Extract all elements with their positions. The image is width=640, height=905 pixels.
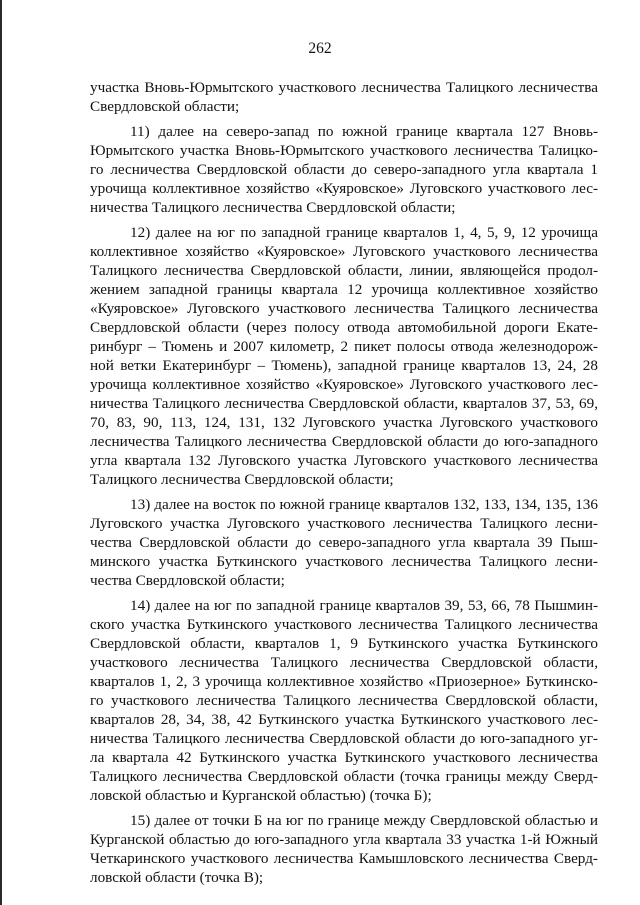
text-line: Юрмытского участка Вновь-Юрмытского участкового лесничества Талицко- <box>90 142 598 159</box>
text-line: ничества Талицкого лесничества Свердловской области до юго-западного уг- <box>90 730 598 747</box>
text-line: участка Вновь-Юрмытского участкового лесничества Талицкого лесничества <box>90 79 598 96</box>
text-line: го участкового лесничества Талицкого лесничества Свердловской области, <box>90 692 598 709</box>
text-line: 13) далее на восток по южной границе кварталов 132, 133, 134, 135, 136 <box>130 496 598 513</box>
text-line: угла квартала 132 Луговского участка Луговского участкового лесничества <box>90 452 598 469</box>
text-line: минского участка Буткинского участкового лесничества Талицкого лесни- <box>90 553 598 570</box>
text-line: ла квартала 42 Буткинского участка Буткинского участкового лесничества <box>90 749 598 766</box>
text-line: коллективное хозяйство «Куяровское» Луговского участкового лесничества <box>90 243 598 260</box>
paragraph <box>90 122 598 217</box>
text-line: урочища коллективное хозяйство «Куяровское» Луговского участкового лес- <box>90 376 598 393</box>
text-line: Курганской областью до юго-западного угла квартала 33 участка 1-й Южный <box>90 831 598 848</box>
paragraph <box>90 495 598 590</box>
text-line: чества Свердловской области до северо-западного угла квартала 39 Пыш- <box>90 534 598 551</box>
text-line: ничества Талицкого лесничества Свердловской области, кварталов 37, 53, 69, <box>90 395 598 412</box>
text-line: Талицкого лесничества Свердловской области; <box>90 471 394 488</box>
text-line: 15) далее от точки Б на юг по границе между Свердловской областью и <box>130 812 598 829</box>
text-line: участкового лесничества Талицкого лесничества Свердловской области, <box>90 654 598 671</box>
text-line: лесничества Талицкого лесничества Свердловской области до юго-западного <box>90 433 598 450</box>
text-line: «Куяровское» Луговского участкового лесничества Талицкого лесничества <box>90 300 598 317</box>
text-line: кварталов 28, 34, 38, 42 Буткинского участка Буткинского участкового лес- <box>90 711 598 728</box>
text-line: Свердловской области, кварталов 1, 9 Буткинского участка Буткинского <box>90 635 598 652</box>
page-number: 262 <box>308 40 332 57</box>
document-body <box>90 78 598 887</box>
text-line: Свердловской области; <box>90 98 240 115</box>
text-line: Луговского участка Луговского участкового лесничества Талицкого лесни- <box>90 515 598 532</box>
text-line: жением западной границы квартала 12 урочища коллективное хозяйство <box>90 281 598 298</box>
text-line: ловской области (точка В); <box>90 869 264 886</box>
text-line: ского участка Буткинского участкового лесничества Талицкого лесничества <box>90 616 598 633</box>
text-line: ничества Талицкого лесничества Свердловской области; <box>90 199 456 216</box>
text-line: 11) далее на северо-запад по южной границе квартала 127 Вновь- <box>130 123 598 140</box>
paragraph <box>90 596 598 805</box>
text-line: 14) далее на юг по западной границе кварталов 39, 53, 66, 78 Пышмин- <box>130 597 598 614</box>
text-line: урочища коллективное хозяйство «Куяровское» Луговского участкового лес- <box>90 180 598 197</box>
paragraph <box>90 811 598 887</box>
text-line: го лесничества Свердловской области до северо-западного угла квартала 1 <box>90 161 598 178</box>
paragraph <box>90 223 598 489</box>
scan-edge-line <box>0 0 2 905</box>
text-line: Талицкого лесничества Свердловской области (точка границы между Сверд- <box>90 768 598 785</box>
paragraph <box>90 78 598 116</box>
text-line: ной ветки Екатеринбург – Тюмень), западной границе кварталов 13, 24, 28 <box>90 357 598 374</box>
text-line: 70, 83, 90, 113, 124, 131, 132 Луговского участка Луговского участкового <box>90 414 598 431</box>
text-line: Свердловской области (через полосу отвода автомобильной дороги Екате- <box>90 319 598 336</box>
text-line: чества Свердловской области; <box>90 572 285 589</box>
text-line: Четкаринского участкового лесничества Камышловского лесничества Сверд- <box>90 850 598 867</box>
text-line: кварталов 1, 2, 3 урочища коллективное хозяйство «Приозерное» Буткинско- <box>90 673 598 690</box>
text-line: Талицкого лесничества Свердловской области, линии, являющейся продол- <box>90 262 598 279</box>
text-line: ловской областью и Курганской областью) (точка Б); <box>90 787 432 804</box>
text-line: ринбург – Тюмень и 2007 километр, 2 пикет полосы отвода железнодорож- <box>90 338 598 355</box>
text-line: 12) далее на юг по западной границе кварталов 1, 4, 5, 9, 12 урочища <box>130 224 598 241</box>
